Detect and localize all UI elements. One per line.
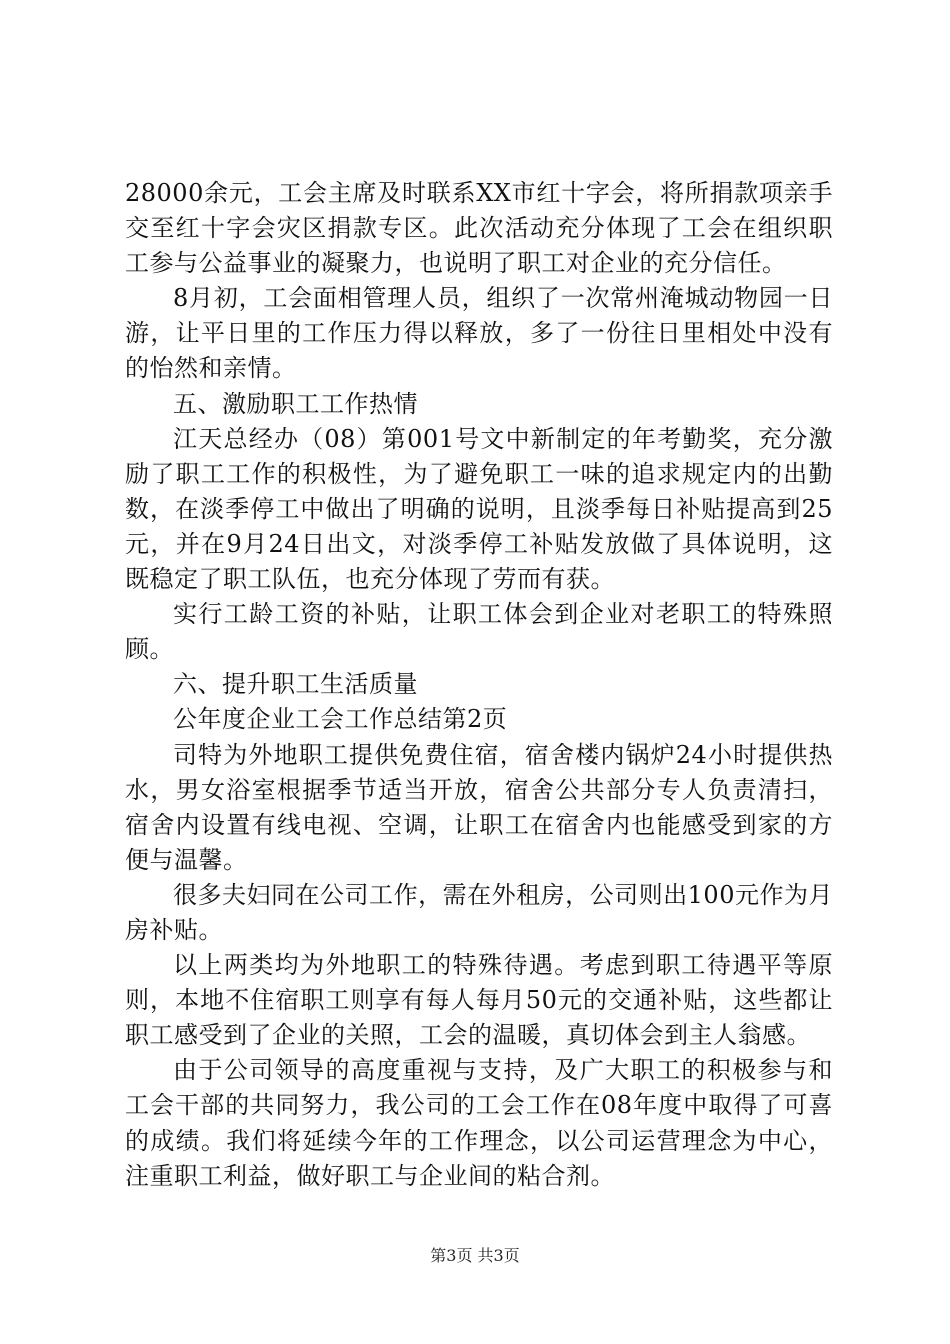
paragraph-7: 以上两类均为外地职工的特殊待遇。考虑到职工待遇平等原则，本地不住宿职工则享有每人每月50元的交通补贴，这些都让职工感受到了企业的关照，工会的温暖，真切体会到主人翁感。 — [125, 951, 833, 1050]
page-footer: 第3页 共3页 — [430, 1246, 520, 1265]
paragraph-3: 江天总经办（08）第001号文中新制定的年考勤奖，充分激励了职工工作的积极性，为了避免职工一味的追求规定内的出勤数，在淡季停工中做出了明确的说明，且淡季每日补贴提高到25元，并在9月24日出文，对淡季停工补贴发放做了具体说明，这既稳定了职工队伍，也充分体现了劳而有获。 — [125, 424, 833, 594]
document-body — [125, 176, 833, 1194]
paragraph-5: 司特为外地职工提供免费住宿，宿舍楼内锅炉24小时提供热水，男女浴室根据季节适当开放，宿舍公共部分专人负责清扫，宿舍内设置有线电视、空调，让职工在宿舍内也能感受到家的方便与温馨。 — [125, 740, 833, 874]
page-break-title-line: 公年度企业工会工作总结第2页 — [173, 705, 508, 734]
paragraph-1: 28000余元，工会主席及时联系XX市红十字会，将所捐款项亲手交至红十字会灾区捐款专区。此次活动充分体现了工会在组织职工参与公益事业的凝聚力，也说明了职工对企业的充分信任。 — [125, 179, 833, 278]
paragraph-4: 实行工龄工资的补贴，让职工体会到企业对老职工的特殊照顾。 — [125, 600, 833, 664]
paragraph-2: 8月初，工会面相管理人员，组织了一次常州淹城动物园一日游，让平日里的工作压力得以释放，多了一份往日里相处中没有的怡然和亲情。 — [125, 284, 833, 383]
paragraph-8: 由于公司领导的高度重视与支持，及广大职工的积极参与和工会干部的共同努力，我公司的工会工作在08年度中取得了可喜的成绩。我们将延续今年的工作理念，以公司运营理念为中心，注重职工利益，做好职工与企业间的粘合剂。 — [125, 1056, 833, 1190]
paragraph-6: 很多夫妇同在公司工作，需在外租房，公司则出100元作为月房补贴。 — [125, 880, 833, 944]
section-heading-5: 五、激励职工工作热情 — [173, 389, 418, 418]
section-heading-6: 六、提升职工生活质量 — [173, 670, 418, 699]
